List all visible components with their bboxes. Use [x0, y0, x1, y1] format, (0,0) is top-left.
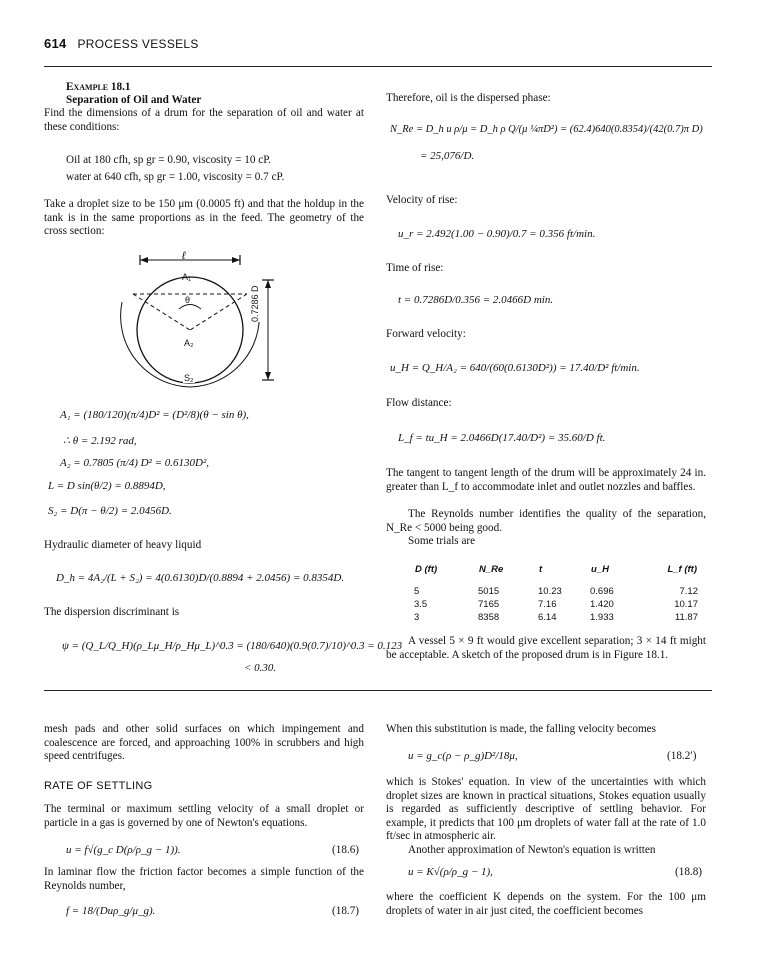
figure-label-a2: A₂ [184, 338, 194, 348]
table-cell: 1.933 [590, 612, 614, 623]
equation-number-18-6: (18.6) [332, 844, 360, 856]
equation-psi-limit: < 0.30. [244, 662, 277, 674]
example-intro: Find the dimensions of a drum for the separation of oil and water at these conditions: [44, 107, 364, 133]
equation-nre: N_Re = D_h u ρ/μ = D_h ρ Q/(μ ¼πD²) = (62.4)640(0.8354)/(42(0.7)π D) [390, 124, 703, 135]
table-cell: 1.420 [590, 599, 614, 610]
cross-section-diagram [110, 250, 290, 390]
top-rule [44, 66, 712, 67]
table-cell: 7165 [478, 599, 500, 610]
hydraulic-diameter-text: Hydraulic diameter of heavy liquid [44, 539, 202, 551]
equation-t: t = 0.7286D/0.356 = 2.0466D min. [398, 294, 554, 306]
equation-18-2: u = g_c(ρ − ρ_g)D²/18μ, [408, 750, 518, 762]
lower-right-paragraph-3: Another approximation of Newton's equation is written [408, 844, 656, 856]
equation-uh: u_H = Q_H/A₂ = 640/(60(0.6130D²)) = 17.40/D² ft/min. [390, 362, 640, 374]
table-cell: 0.696 [590, 586, 614, 597]
reynolds-paragraph: The Reynolds number identifies the quality of the separation, N_Re < 5000 being good. [386, 508, 706, 534]
page-number: 614 [44, 36, 67, 51]
example-bottom-rule [44, 690, 712, 691]
flow-text: Flow distance: [386, 397, 452, 409]
figure-label-a1: A₁ [182, 272, 192, 282]
trials-table [414, 563, 698, 624]
equation-psi: ψ = (Q_L/Q_H)(ρ_Lμ_H/ρ_Hμ_L)^0.3 = (180/640)(0.9(0.7)/10)^0.3 = 0.123 [62, 640, 403, 652]
lower-right-paragraph-4: where the coefficient K depends on the system. For the 100 μm droplets of water in air just cited, the coefficient becomes [386, 891, 706, 917]
section-heading: RATE OF SETTLING [44, 780, 153, 792]
lower-left-paragraph-1: mesh pads and other solid surfaces on which impingement and coalescence are forced, and approaching 100% in scrubbers and high speed centrifuges. [44, 723, 364, 763]
example-title: Separation of Oil and Water [66, 94, 202, 106]
tangent-paragraph: The tangent to tangent length of the drum will be approximately 24 in. greater than L_f to accommodate inlet and outlet nozzles and baffles. [386, 467, 706, 493]
forward-text: Forward velocity: [386, 328, 466, 340]
table-header: t [539, 564, 543, 575]
table-header: N_Re [479, 564, 504, 575]
lower-left-paragraph-3: In laminar flow the friction factor becomes a simple function of the Reynolds number, [44, 866, 364, 892]
table-row [414, 611, 698, 624]
trials-text: Some trials are [408, 535, 476, 547]
table-cell: 3.5 [414, 599, 428, 610]
figure-label-s2: S₂ [184, 373, 194, 383]
time-text: Time of rise: [386, 262, 444, 274]
conclusion-paragraph: A vessel 5 × 9 ft would give excellent separation; 3 × 14 ft might be acceptable. A sketch of the proposed drum is in Figure 18.1. [386, 635, 706, 661]
equation-lf: L_f = tu_H = 2.0466D(17.40/D²) = 35.60/D ft. [398, 432, 606, 444]
example-paragraph: Take a droplet size to be 150 μm (0.0005 ft) and that the holdup in the tank is in the same proportions as in the feed. The geometry of the cross section: [44, 198, 364, 238]
equation-ur: u_r = 2.492(1.00 − 0.90)/0.7 = 0.356 ft/min. [398, 228, 596, 240]
figure-label-theta: θ [185, 295, 191, 305]
lower-right-paragraph-1: When this substitution is made, the falling velocity becomes [386, 723, 657, 735]
equation-number-18-7: (18.7) [332, 905, 360, 917]
equation-dh: D_h = 4A₂/(L + S₂) = 4(0.6130)D/(0.8894 + 2.0456) = 0.8354D. [56, 572, 345, 584]
table-header: L_f (ft) [667, 564, 697, 575]
table-cell: 11.87 [674, 612, 698, 623]
table-cell: 7.16 [538, 599, 557, 610]
equation-18-8: u = K√(ρ/ρ_g − 1), [408, 866, 493, 878]
table-cell: 3 [414, 612, 420, 623]
equation-18-6: u = f√(g_c D(ρ/ρ_g − 1)). [66, 844, 181, 856]
table-header: D (ft) [415, 564, 438, 575]
equation-nre-result: = 25,076/D. [420, 150, 475, 162]
equation-a2: A₂ = 0.7805 (π/4) D² = 0.6130D², [60, 457, 210, 469]
table-cell: 5 [414, 586, 420, 597]
example-label: Example 18.1 [66, 81, 131, 93]
condition-oil: Oil at 180 cfh, sp gr = 0.90, viscosity = 10 cP. [66, 154, 271, 166]
table-row [414, 598, 698, 611]
equation-l: L = D sin(θ/2) = 0.8894D, [48, 480, 166, 492]
rise-text: Velocity of rise: [386, 194, 458, 206]
discriminant-text: The dispersion discriminant is [44, 606, 180, 618]
figure-label-l: ℓ [182, 250, 186, 262]
lower-right-paragraph-2: which is Stokes' equation. In view of the uncertainties with which droplet sizes are known in practical situations, Stokes equation usually is regarded as sufficiently descriptive of settling behavior. For example, it predicts that 100 μm droplets of water fall at the rate of 1.0 ft/sec in atmospheric air. [386, 776, 706, 843]
cross-section-figure [110, 250, 290, 390]
table-row [414, 585, 698, 598]
table-cell: 10.17 [674, 599, 698, 610]
running-title: PROCESS VESSELS [77, 37, 199, 51]
table-cell: 10.23 [538, 586, 562, 597]
condition-water: water at 640 cfh, sp gr = 1.00, viscosity = 0.7 cP. [66, 171, 285, 183]
table-cell: 8358 [478, 612, 500, 623]
table-header: u_H [591, 564, 609, 575]
therefore-text: Therefore, oil is the dispersed phase: [386, 92, 551, 104]
equation-theta: ∴ θ = 2.192 rad, [63, 435, 137, 447]
equation-number-18-8: (18.8) [675, 866, 703, 878]
figure-label-depth: 0.7286 D [250, 285, 260, 322]
running-header [44, 36, 199, 51]
equation-18-7: f = 18/(Duρ_g/μ_g). [66, 905, 156, 917]
equation-number-18-2: (18.2′) [667, 750, 697, 762]
table-cell: 5015 [478, 586, 500, 597]
table-header-row [414, 563, 698, 576]
equation-a1: A₁ = (180/120)(π/4)D² = (D²/8)(θ − sin θ), [60, 409, 249, 421]
table-cell: 6.14 [538, 612, 557, 623]
lower-left-paragraph-2: The terminal or maximum settling velocity of a small droplet or particle in a gas is governed by one of Newton's equations. [44, 803, 364, 829]
table-cell: 7.12 [679, 586, 698, 597]
equation-s2: S₂ = D(π − θ/2) = 2.0456D. [48, 505, 172, 517]
